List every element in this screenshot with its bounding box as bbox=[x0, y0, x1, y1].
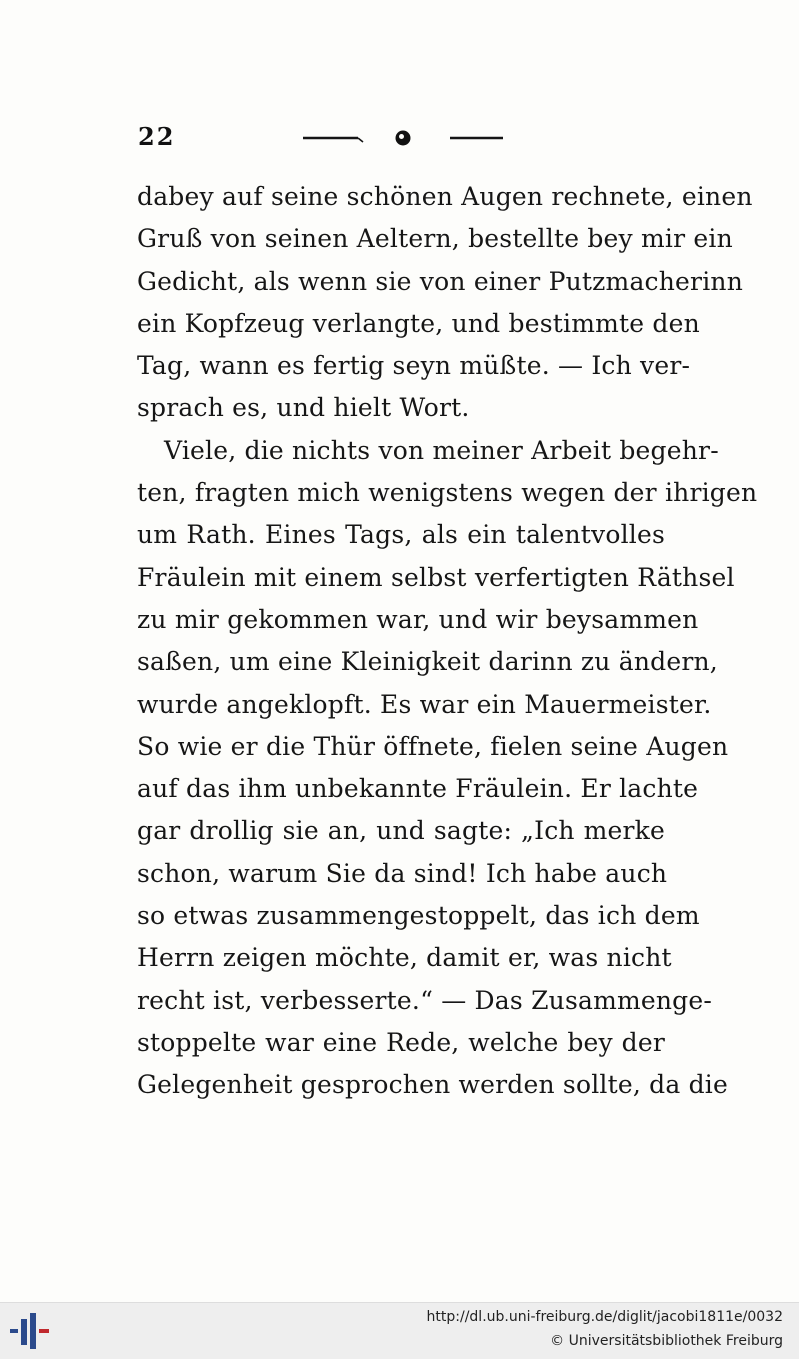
text-line: stoppelte war eine Rede, welche bey der bbox=[137, 1027, 665, 1057]
copyright-text: © Universitätsbibliothek Freiburg bbox=[550, 1333, 783, 1349]
footer-bar bbox=[0, 1302, 799, 1359]
running-head bbox=[138, 118, 678, 158]
text-line: zu mir gekommen war, und wir beysammen bbox=[137, 604, 699, 634]
text-line: so etwas zusammengestoppelt, das ich dem bbox=[137, 901, 700, 931]
ornament-rule-icon bbox=[303, 126, 503, 150]
text-line: Viele, die nichts von meiner Arbeit begehr- bbox=[164, 435, 719, 465]
text-line: dabey auf seine schönen Augen rechnete, einen bbox=[137, 182, 753, 211]
text-line: gar drollig sie an, und sagte: „Ich merke bbox=[137, 816, 665, 846]
text-line: ein Kopfzeug verlangte, und bestimmte den bbox=[137, 308, 700, 338]
text-line: So wie er die Thür öffnete, fielen seine Augen bbox=[137, 731, 729, 761]
text-line: Gedicht, als wenn sie von einer Putzmacherinn bbox=[137, 266, 743, 296]
text-line: Tag, wann es fertig seyn müßte. — Ich ver- bbox=[137, 351, 691, 381]
page-number: 22 bbox=[138, 122, 176, 151]
body-text bbox=[137, 176, 758, 1107]
permalink-link[interactable]: http://dl.ub.uni-freiburg.de/diglit/jacobi1811e/0032 bbox=[426, 1309, 783, 1325]
text-line: recht ist, verbesserte.“ — Das Zusammenge- bbox=[137, 985, 713, 1015]
text-line: Gelegenheit gesprochen werden sollte, da die bbox=[137, 1070, 728, 1100]
text-line: auf das ihm unbekannte Fräulein. Er lachte bbox=[137, 774, 699, 804]
library-logo-icon bbox=[10, 1311, 52, 1351]
text-line: Fräulein mit einem selbst verfertigten Räthsel bbox=[137, 562, 735, 592]
text-line: sprach es, und hielt Wort. bbox=[137, 393, 470, 423]
text-line: Gruß von seinen Aeltern, bestellte bey mir ein bbox=[137, 224, 733, 254]
text-line: um Rath. Eines Tags, als ein talentvolles bbox=[137, 520, 665, 550]
text-line: ten, fragten mich wenigstens wegen der ihrigen bbox=[137, 478, 758, 508]
text-line: saßen, um eine Kleinigkeit darinn zu ändern, bbox=[137, 647, 718, 677]
text-line: Herrn zeigen möchte, damit er, was nicht bbox=[137, 943, 672, 973]
text-line: schon, warum Sie da sind! Ich habe auch bbox=[137, 858, 668, 888]
text-line: wurde angeklopft. Es war ein Mauermeister. bbox=[137, 689, 712, 719]
